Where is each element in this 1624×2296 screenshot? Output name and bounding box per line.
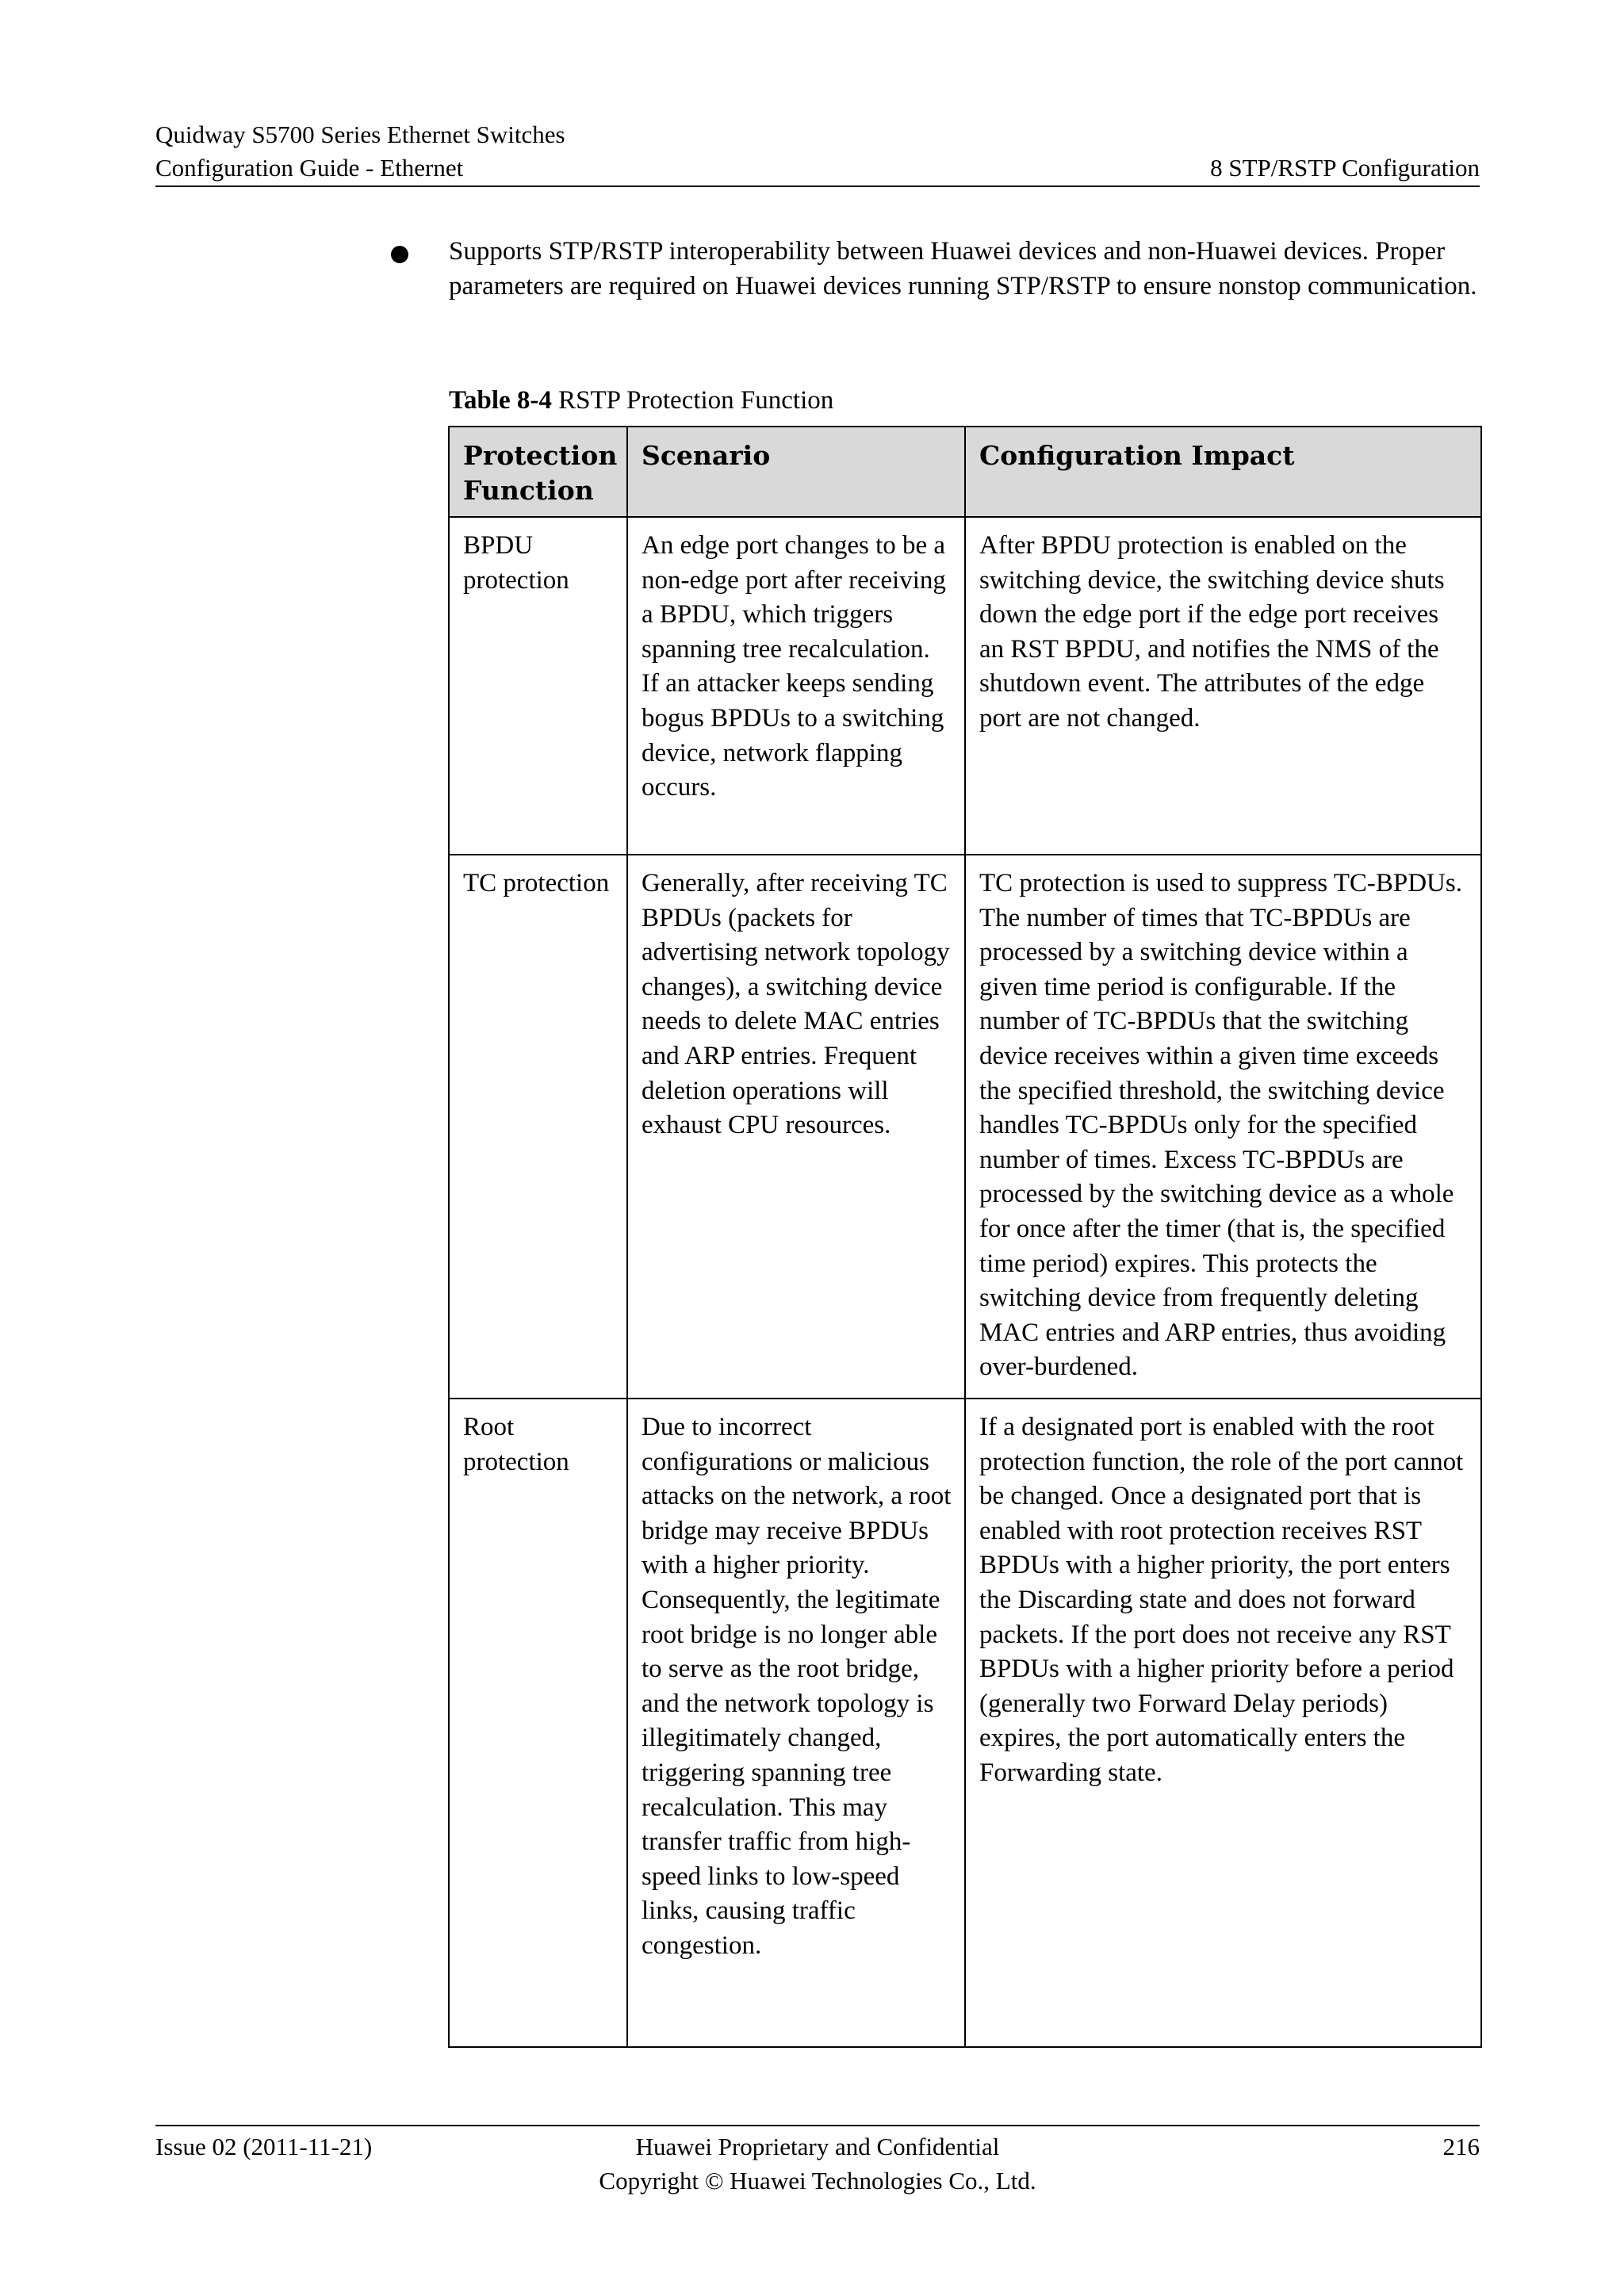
cell-scenario: Due to incorrect configurations or malicious attacks on the network, a root bridge may receive BPDUs with a higher priority. Consequently, the legitimate root bridge is no longer able to serve as the root bridge, and the network topology is illegitimately changed, triggering spanning tree recalculation. This may transfer traffic from high-speed links to low-speed links, causing traffic congestion. (627, 1399, 965, 2047)
cell-scenario: An edge port changes to be a non-edge port after receiving a BPDU, which triggers spanning tree recalculation. If an attacker keeps sending bogus BPDUs to a switching device, network flapping occurs. (627, 517, 965, 855)
cell-protection-function: Root protection (449, 1399, 627, 2047)
footer-page-number: 216 (1442, 2133, 1480, 2160)
cell-configuration-impact: TC protection is used to suppress TC-BPDUs. The number of times that TC-BPDUs are processed by a switching device within a given time period is configurable. If the number of TC-BPDUs that the switching device receives within a given time exceeds the specified threshold, the switching device handles TC-BPDUs only for the specified number of times. Excess TC-BPDUs are processed by the switching device as a whole for once after the timer (that is, the specified time period) expires. This protects the switching device from frequently deleting MAC entries and ARP entries, thus avoiding over-burdened. (965, 855, 1481, 1399)
table-caption-title: RSTP Protection Function (558, 386, 834, 415)
footer-issue: Issue 02 (2011-11-21) (155, 2133, 373, 2160)
table-caption-label: Table 8-4 (449, 386, 552, 415)
cell-configuration-impact: After BPDU protection is enabled on the switching device, the switching device shuts down the edge port if the edge port receives an RST BPDU, and notifies the NMS of the shutdown event. The attributes of the edge port are not changed. (965, 517, 1481, 855)
rstp-protection-table (448, 426, 1482, 2048)
header-product-title: Quidway S5700 Series Ethernet Switches (155, 121, 565, 148)
table-caption (449, 383, 833, 418)
cell-scenario: Generally, after receiving TC BPDUs (packets for advertising network topology changes), a switching device needs to delete MAC entries and ARP entries. Frequent deletion operations will exhaust CPU resources. (627, 855, 965, 1399)
header-guide-title: Configuration Guide - Ethernet (155, 154, 464, 182)
cell-protection-function: BPDU protection (449, 517, 627, 855)
table-row (449, 517, 1481, 855)
footer-proprietary: Huawei Proprietary and Confidential (635, 2133, 1000, 2160)
footer-center (155, 2130, 1480, 2198)
header-chapter-title: 8 STP/RSTP Configuration (1210, 154, 1480, 182)
footer-copyright: Copyright © Huawei Technologies Co., Ltd. (599, 2167, 1036, 2195)
column-header-protection-function: Protection Function (449, 427, 627, 517)
bullet-dot-icon (391, 246, 408, 263)
bullet-text: Supports STP/RSTP interoperability between Huawei devices and non-Huawei devices. Proper parameters are required on Huawei devices running STP/RSTP to ensure nonstop communication. (449, 237, 1477, 300)
table-row (449, 1399, 1481, 2047)
table-row (449, 855, 1481, 1399)
table-header-row (449, 427, 1481, 517)
page-header (155, 119, 1480, 187)
page-footer (155, 2125, 1480, 2195)
column-header-scenario: Scenario (627, 427, 965, 517)
cell-configuration-impact: If a designated port is enabled with the root protection function, the role of the port cannot be changed. Once a designated port that is enabled with root protection receives RST BPDUs with a higher priority, the port enters the Discarding state and does not forward packets. If the port does not receive any RST BPDUs with a higher priority before a period (generally two Forward Delay periods) expires, the port automatically enters the Forwarding state. (965, 1399, 1481, 2047)
column-header-configuration-impact: Configuration Impact (965, 427, 1481, 517)
cell-protection-function: TC protection (449, 855, 627, 1399)
